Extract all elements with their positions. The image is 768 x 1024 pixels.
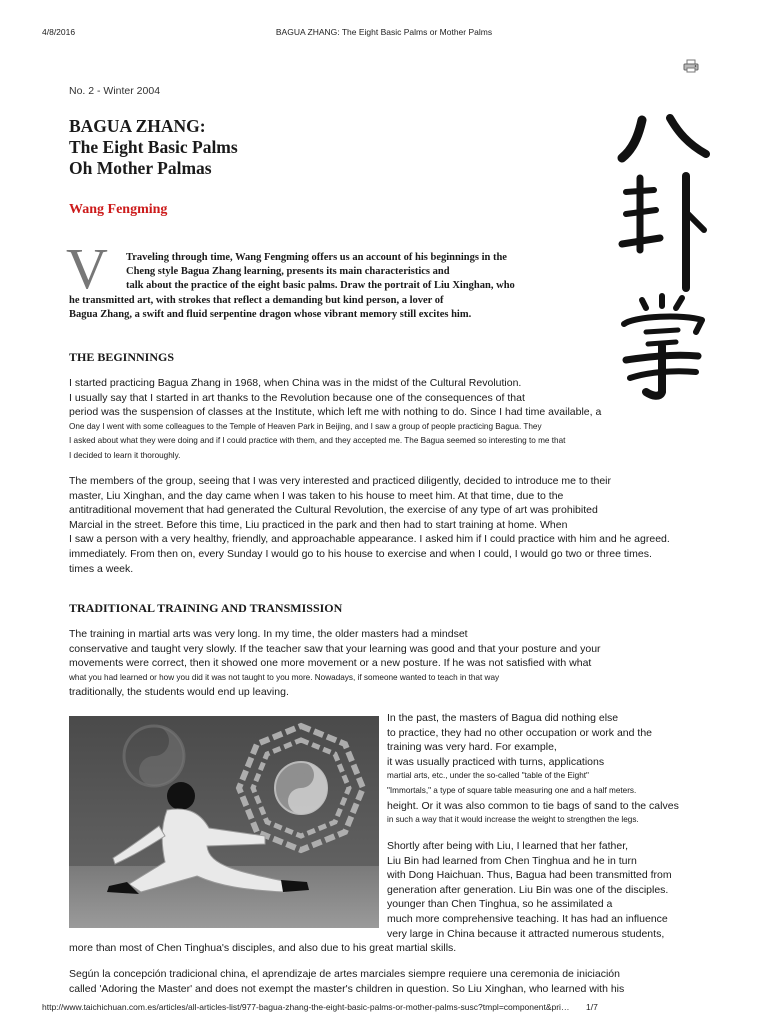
dropcap-letter: V — [66, 236, 108, 301]
text-line: The members of the group, seeing that I was very interested and practiced diligently, decided to introduce me to their — [69, 475, 612, 487]
text-line: generation after generation. Liu Bin was one of the disciples. — [387, 883, 669, 896]
article-title — [69, 116, 238, 179]
text-line: Liu Bin had learned from Chen Tinghua and he in turn — [387, 854, 637, 867]
paragraph-training-1 — [69, 627, 601, 700]
title-line-2: The Eight Basic Palms — [69, 137, 238, 157]
text-line: younger than Chen Tinghua, so he assimilated a — [387, 898, 613, 911]
text-line: to practice, they had no other occupation or work and the — [387, 726, 652, 739]
heading-traditional-training: TRADITIONAL TRAINING AND TRANSMISSION — [69, 601, 343, 615]
text-line: master, Liu Xinghan, and the day came when I was taken to his house to meet him. At that time, due to the — [69, 489, 564, 502]
martial-artist-photo — [69, 716, 379, 928]
title-line-1: BAGUA ZHANG: — [69, 116, 206, 136]
text-line: I usually say that I started in art thanks to the Revolution because one of the consequences of that — [69, 391, 525, 404]
paragraph-beginnings-1 — [69, 376, 601, 464]
text-line: "Immortals," a type of square table measuring one and a half meters. — [387, 785, 637, 795]
text-line: Shortly after being with Liu, I learned that her father, — [387, 840, 629, 852]
calligraphy-bagua-zhang — [612, 110, 712, 400]
text-line: antitraditional movement that had generated the Cultural Revolution, the exercise of any type of art was prohibited — [69, 504, 598, 517]
paragraph-training-right-1 — [387, 711, 679, 828]
text-line: called 'Adoring the Master' and does not exempt the master's children in question. So Liu Xinghan, who learned with his — [69, 982, 625, 995]
text-line: training was very hard. For example, — [387, 741, 557, 754]
text-line: I decided to learn it thoroughly. — [69, 450, 181, 460]
intro-line-4: he transmitted art, with strokes that reflect a demanding but kind person, a lover of — [69, 295, 444, 306]
text-line: In the past, the masters of Bagua did nothing else — [387, 712, 619, 724]
text-line: times a week. — [69, 562, 134, 575]
text-line: The training in martial arts was very long. In my time, the older masters had a mindset — [69, 628, 468, 640]
text-line: traditionally, the students would end up leaving. — [69, 686, 289, 699]
text-line: conservative and taught very slowly. If the teacher saw that your learning was good and that your posture and your — [69, 642, 601, 655]
text-line: much more comprehensive teaching. It has had an influence — [387, 912, 668, 925]
text-line: One day I went with some colleagues to the Temple of Heaven Park in Beijing, and I saw a group of people practicing Bagua. They — [69, 421, 542, 431]
text-line: I asked about what they were doing and if I could practice with them, and they accepted me. The Bagua seemed so interesting to me that — [69, 436, 566, 446]
text-line: in such a way that it would increase the weight to strengthen the legs. — [387, 815, 639, 825]
footer-page-number: 1/7 — [586, 1002, 598, 1012]
print-page-title: BAGUA ZHANG: The Eight Basic Palms or Mother Palms — [275, 27, 493, 37]
print-date: 4/8/2016 — [42, 27, 76, 37]
text-line: movements were correct, then it showed one more movement or a new posture. If he was not satisfied with what — [69, 657, 592, 670]
text-line: Según la concepción tradicional china, el aprendizaje de artes marciales siempre requiere una ceremonia de iniciación — [69, 968, 620, 980]
text-line: immediately. From then on, every Sunday I would go to his house to exercise and when I could, I would go two or three times. — [69, 547, 652, 560]
paragraph-training-right-2 — [387, 839, 672, 941]
paragraph-spanish — [69, 967, 624, 996]
heading-beginnings: THE BEGINNINGS — [69, 350, 175, 364]
footer-url[interactable]: http://www.taichichuan.com.es/articles/all-articles-list/977-bagua-zhang-the-eight-basic-palms-or-mother-palms-susc?tmpl=component&pri… — [42, 1002, 570, 1012]
text-line: period was the suspension of classes at the Institute, which left me with nothing to do. Since I had time available, a — [69, 406, 602, 419]
text-line: it was usually practiced with turns, applications — [387, 755, 605, 768]
text-line: martial arts, etc., under the so-called "table of the Eight" — [387, 771, 589, 781]
text-line: height. Or it was also common to tie bags of sand to the calves — [387, 799, 679, 812]
text-line: I saw a person with a very healthy, friendly, and approachable appearance. I asked him if I could practice with him and he agreed. — [69, 533, 670, 546]
text-line: Marcial in the street. Before this time, Liu practiced in the park and then had to start training at home. When — [69, 518, 568, 531]
printer-icon[interactable] — [683, 59, 699, 73]
text-line: what you had learned or how you did it was not taught to you more. Nowadays, if someone wanted to teach in that way — [69, 672, 500, 682]
paragraph-beginnings-2 — [69, 474, 670, 576]
intro-line-5: Bagua Zhang, a swift and fluid serpentine dragon whose vibrant memory still excites him. — [69, 309, 472, 320]
intro-line-2: Cheng style Bagua Zhang learning, presents its main characteristics and — [126, 266, 450, 277]
text-line: very large in China because it attracted numerous students, — [387, 927, 665, 940]
text-line: with Dong Haichuan. Thus, Bagua had been transmitted from — [387, 869, 672, 882]
intro-line-1: Traveling through time, Wang Fengming offers us an account of his beginnings in the — [126, 252, 507, 263]
author-name: Wang Fengming — [69, 202, 168, 217]
text-line-full-width: more than most of Chen Tinghua's disciples, and also due to his great martial skills. — [69, 942, 457, 954]
issue-label: No. 2 - Winter 2004 — [69, 85, 161, 97]
text-line: I started practicing Bagua Zhang in 1968, when China was in the midst of the Cultural Revolution. — [69, 377, 522, 389]
title-line-3: Oh Mother Palmas — [69, 158, 212, 178]
intro-line-3: talk about the practice of the eight basic palms. Draw the portrait of Liu Xinghan, who — [126, 280, 515, 291]
